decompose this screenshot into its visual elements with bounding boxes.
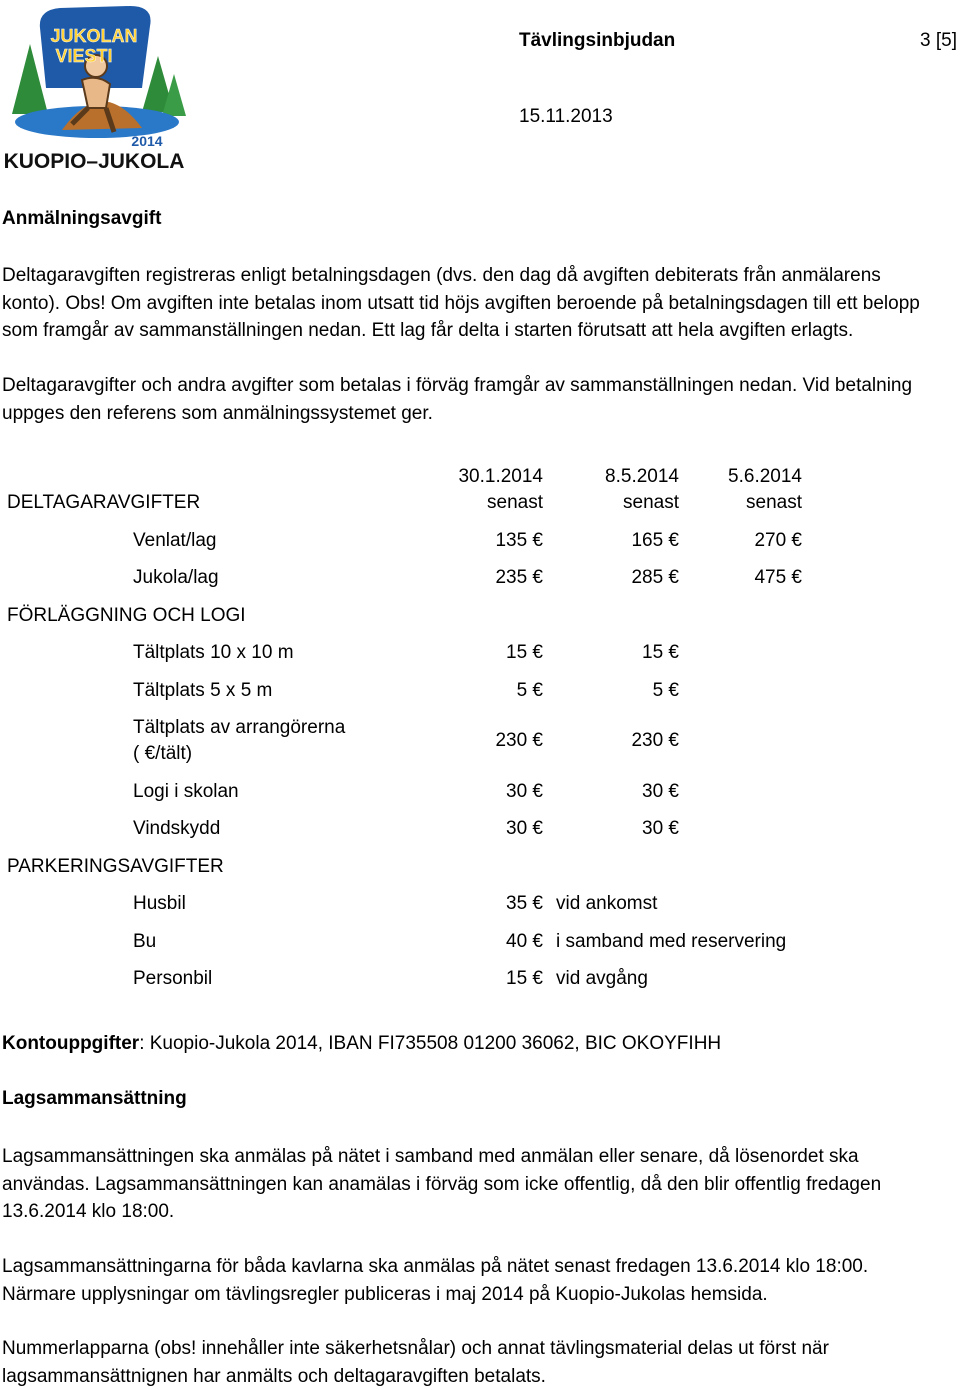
cell-motorhome-note: vid ankomst <box>556 893 657 915</box>
logo-top-text-1: JUKOLAN <box>50 26 137 46</box>
cell-tent-10-1: 15 € <box>430 642 543 664</box>
row-label-car: Personbil <box>133 968 212 990</box>
row-label-tent-5: Tältplats 5 x 5 m <box>133 680 272 702</box>
account-info <box>2 1033 721 1055</box>
cell-tent-10-2: 15 € <box>560 642 679 664</box>
cell-jukola-3: 475 € <box>690 567 802 589</box>
cell-bus-fee: 40 € <box>430 931 543 953</box>
group-lodging: FÖRLÄGGNING OCH LOGI <box>7 605 246 627</box>
cell-shelter-2: 30 € <box>560 818 679 840</box>
row-label-tent-organizer-1: Tältplats av arrangörerna <box>133 717 345 739</box>
text-line: lagsammansättnignen har anmälts och deltagaravgiften betalats. <box>2 1363 960 1390</box>
column-date-1: 30.1.2014 <box>430 466 543 488</box>
fee-heading: Anmälningsavgift <box>2 208 161 230</box>
text-line: Nummerlapparna (obs! innehåller inte säkerhetsnålar) och annat tävlingsmaterial delas ut först när <box>2 1335 960 1363</box>
account-text: : Kuopio-Jukola 2014, IBAN FI735508 01200 36062, BIC OKOYFIHH <box>139 1033 721 1054</box>
row-label-jukola: Jukola/lag <box>133 567 219 589</box>
kuopio-jukola-logo <box>2 4 192 172</box>
logo-top-text-2: VIESTI <box>55 46 112 66</box>
team-paragraph-3 <box>2 1335 960 1390</box>
fee-paragraph-1 <box>2 262 960 345</box>
cell-venlat-2: 165 € <box>560 530 679 552</box>
logo-bottom-text: KUOPIO–JUKOLA <box>4 150 185 172</box>
group-parking: PARKERINGSAVGIFTER <box>7 856 224 878</box>
team-paragraph-2 <box>2 1253 960 1308</box>
column-sub-2: senast <box>560 492 679 514</box>
column-date-2: 8.5.2014 <box>560 466 679 488</box>
cell-jukola-2: 285 € <box>560 567 679 589</box>
text-line: konto). Obs! Om avgiften inte betalas inom utsatt tid höjs avgiften beroende på betalningsdagen till ett belopp <box>2 290 960 318</box>
text-line: Lagsammansättningarna för båda kavlarna ska anmälas på nätet senast fredagen 13.6.2014 klo 18:00. <box>2 1253 960 1281</box>
document-date: 15.11.2013 <box>519 106 613 128</box>
row-label-motorhome: Husbil <box>133 893 186 915</box>
cell-venlat-1: 135 € <box>430 530 543 552</box>
cell-school-2: 30 € <box>560 781 679 803</box>
document-title: Tävlingsinbjudan <box>519 30 675 52</box>
fee-paragraph-2 <box>2 372 960 427</box>
cell-car-note: vid avgång <box>556 968 648 990</box>
text-line: Lagsammansättningen ska anmälas på nätet i samband med anmälan eller senare, då lösenordet ska <box>2 1143 960 1171</box>
cell-jukola-1: 235 € <box>430 567 543 589</box>
cell-school-1: 30 € <box>430 781 543 803</box>
text-line: som framgår av sammanställningen nedan. Ett lag får delta i starten förutsatt att hela avgiften erlagts. <box>2 317 960 345</box>
team-paragraph-1 <box>2 1143 960 1226</box>
logo-year: 2014 <box>131 133 162 149</box>
column-sub-1: senast <box>430 492 543 514</box>
cell-car-fee: 15 € <box>430 968 543 990</box>
team-heading: Lagsammansättning <box>2 1088 187 1110</box>
cell-bus-note: i samband med reservering <box>556 931 786 953</box>
row-label-shelter: Vindskydd <box>133 818 220 840</box>
text-line: Närmare upplysningar om tävlingsregler publiceras i maj 2014 på Kuopio-Jukolas hemsida. <box>2 1281 960 1309</box>
cell-tent-5-1: 5 € <box>430 680 543 702</box>
row-label-school: Logi i skolan <box>133 781 239 803</box>
text-line: användas. Lagsammansättningen kan anamälas i förväg som icke offentlig, då den blir offentlig fredagen <box>2 1171 960 1199</box>
cell-tent-organizer-1: 230 € <box>430 730 543 752</box>
account-label: Kontouppgifter <box>2 1033 139 1054</box>
group-participation: DELTAGARAVGIFTER <box>7 492 200 514</box>
cell-shelter-1: 30 € <box>430 818 543 840</box>
cell-tent-5-2: 5 € <box>560 680 679 702</box>
row-label-tent-10: Tältplats 10 x 10 m <box>133 642 294 664</box>
text-line: Deltagaravgiften registreras enligt betalningsdagen (dvs. den dag då avgiften debiterats från anmälarens <box>2 262 960 290</box>
row-label-bus: Bu <box>133 931 156 953</box>
column-sub-3: senast <box>690 492 802 514</box>
text-line: uppges den referens som anmälningssystemet ger. <box>2 400 960 428</box>
cell-tent-organizer-2: 230 € <box>560 730 679 752</box>
column-date-3: 5.6.2014 <box>690 466 802 488</box>
row-label-tent-organizer-2: ( €/tält) <box>133 743 192 765</box>
row-label-venlat: Venlat/lag <box>133 530 216 552</box>
text-line: Deltagaravgifter och andra avgifter som betalas i förväg framgår av sammanställningen nedan. Vid betalning <box>2 372 960 400</box>
cell-motorhome-fee: 35 € <box>430 893 543 915</box>
page-number: 3 [5] <box>920 30 957 52</box>
text-line: 13.6.2014 klo 18:00. <box>2 1198 960 1226</box>
cell-venlat-3: 270 € <box>690 530 802 552</box>
